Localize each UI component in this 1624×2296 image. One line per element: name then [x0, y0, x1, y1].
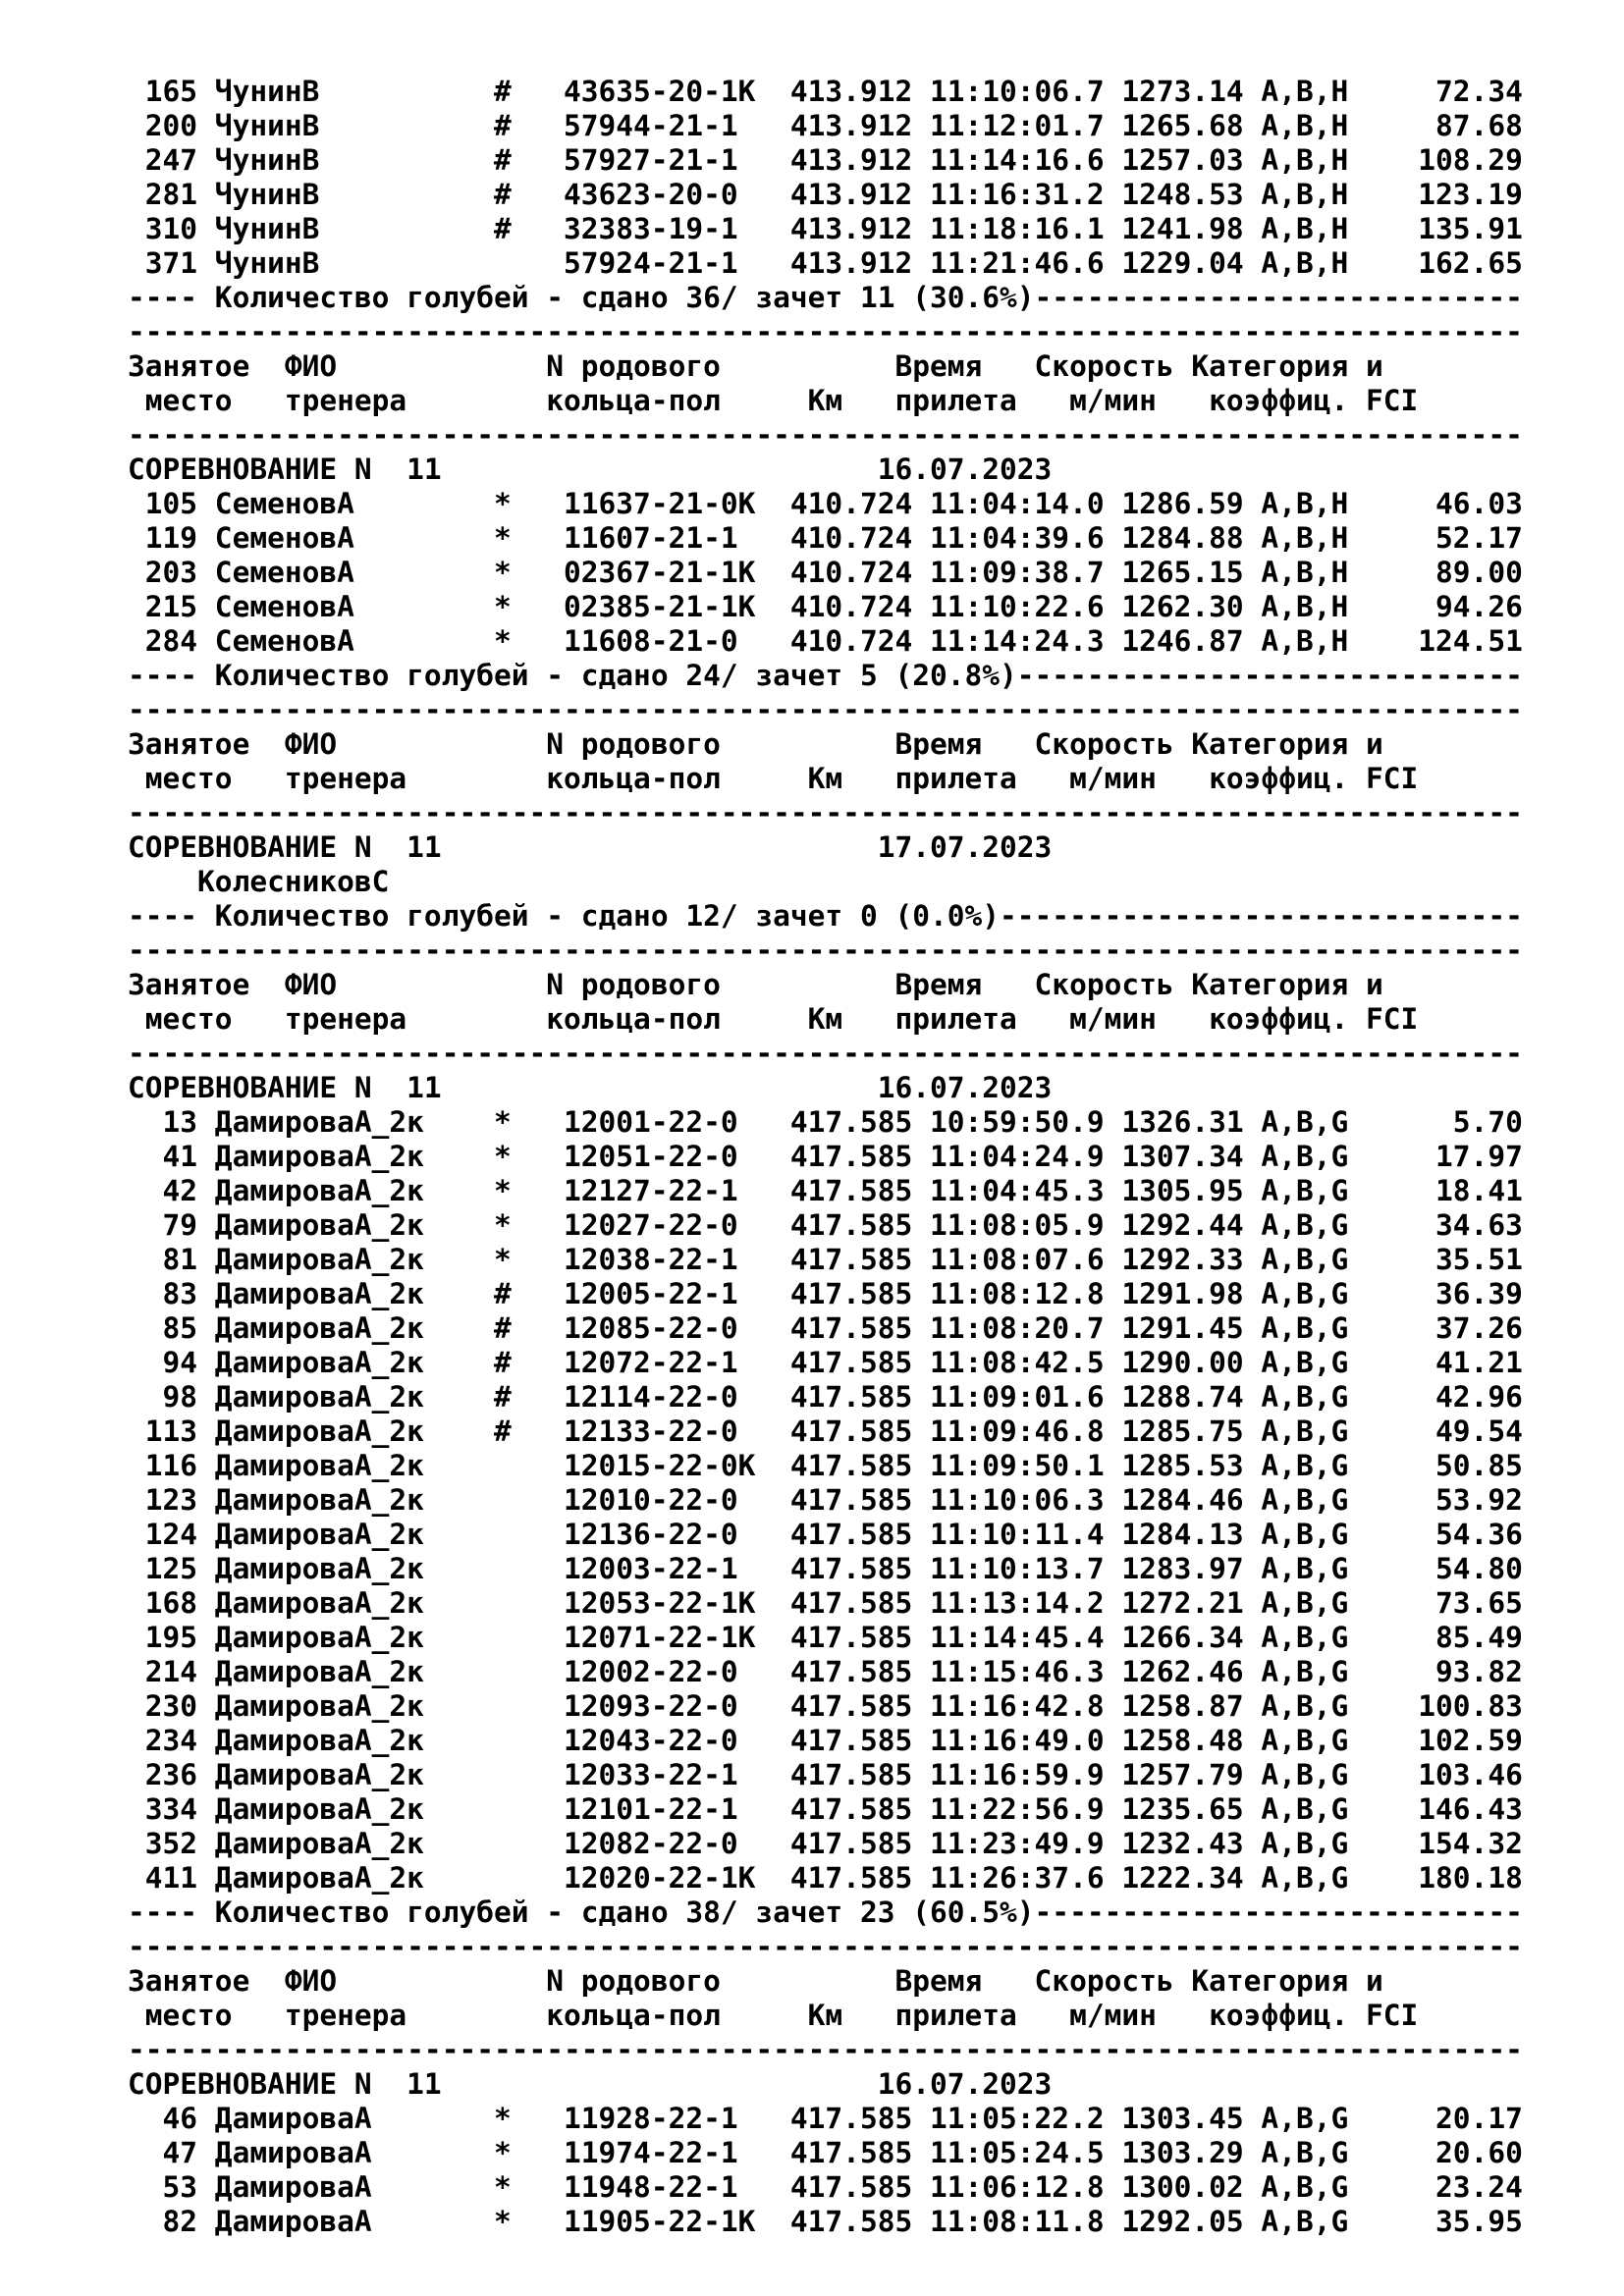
report-line: 234 ДамироваА_2к 12043-22-0 417.585 11:16:49.0 1258.48 A,B,G 102.59 — [128, 1724, 1523, 1757]
report-line: 281 ЧунинВ # 43623-20-0 413.912 11:16:31.2 1248.53 A,B,H 123.19 — [128, 178, 1523, 211]
report-line: 85 ДамироваА_2к # 12085-22-0 417.585 11:08:20.7 1291.45 A,B,G 37.26 — [128, 1311, 1523, 1345]
report-line: 82 ДамироваА * 11905-22-1К 417.585 11:08:11.8 1292.05 A,B,G 35.95 — [128, 2205, 1523, 2238]
report-line: -------------------------------------------------------------------------------- — [128, 934, 1523, 967]
results-report — [128, 75, 1600, 2239]
report-line: Занятое ФИО N родового Время Скорость Категория и — [128, 349, 1383, 383]
report-line: 79 ДамироваА_2к * 12027-22-0 417.585 11:08:05.9 1292.44 A,B,G 34.63 — [128, 1208, 1523, 1242]
report-line: 124 ДамироваА_2к 12136-22-0 417.585 11:10:11.4 1284.13 A,B,G 54.36 — [128, 1518, 1523, 1551]
report-line: 411 ДамироваА_2к 12020-22-1К 417.585 11:26:37.6 1222.34 A,B,G 180.18 — [128, 1861, 1523, 1895]
report-line: -------------------------------------------------------------------------------- — [128, 1930, 1523, 1963]
report-line: место тренера кольца-пол Км прилета м/мин коэффиц. FCI — [128, 1002, 1419, 1036]
report-line: -------------------------------------------------------------------------------- — [128, 315, 1523, 348]
report-line: Занятое ФИО N родового Время Скорость Категория и — [128, 1964, 1383, 1998]
report-line: 116 ДамироваА_2к 12015-22-0К 417.585 11:09:50.1 1285.53 A,B,G 50.85 — [128, 1449, 1523, 1482]
report-line: 113 ДамироваА_2к # 12133-22-0 417.585 11:09:46.8 1285.75 A,B,G 49.54 — [128, 1415, 1523, 1448]
report-line: 310 ЧунинВ # 32383-19-1 413.912 11:18:16.1 1241.98 A,B,H 135.91 — [128, 212, 1523, 245]
report-line: место тренера кольца-пол Км прилета м/мин коэффиц. FCI — [128, 384, 1419, 417]
report-line: 94 ДамироваА_2к # 12072-22-1 417.585 11:08:42.5 1290.00 A,B,G 41.21 — [128, 1346, 1523, 1379]
report-line: 334 ДамироваА_2к 12101-22-1 417.585 11:22:56.9 1235.65 A,B,G 146.43 — [128, 1792, 1523, 1826]
report-line: 215 СеменовА * 02385-21-1К 410.724 11:10:22.6 1262.30 A,B,H 94.26 — [128, 590, 1523, 623]
report-line: -------------------------------------------------------------------------------- — [128, 693, 1523, 726]
report-line: 13 ДамироваА_2к * 12001-22-0 417.585 10:59:50.9 1326.31 A,B,G 5.70 — [128, 1105, 1523, 1139]
report-line: 195 ДамироваА_2к 12071-22-1К 417.585 11:14:45.4 1266.34 A,B,G 85.49 — [128, 1621, 1523, 1654]
report-line: 41 ДамироваА_2к * 12051-22-0 417.585 11:04:24.9 1307.34 A,B,G 17.97 — [128, 1140, 1523, 1173]
report-line: 105 СеменовА * 11637-21-0К 410.724 11:04:14.0 1286.59 A,B,H 46.03 — [128, 487, 1523, 520]
report-line: -------------------------------------------------------------------------------- — [128, 418, 1523, 452]
report-line: Занятое ФИО N родового Время Скорость Категория и — [128, 968, 1383, 1001]
report-line: -------------------------------------------------------------------------------- — [128, 796, 1523, 829]
report-line: КолесниковС — [128, 865, 390, 898]
report-line: ---- Количество голубей - сдано 12/ зачет 0 (0.0%)------------------------------ — [128, 899, 1523, 933]
report-line: 168 ДамироваА_2к 12053-22-1К 417.585 11:13:14.2 1272.21 A,B,G 73.65 — [128, 1586, 1523, 1620]
report-line: 125 ДамироваА_2к 12003-22-1 417.585 11:10:13.7 1283.97 A,B,G 54.80 — [128, 1552, 1523, 1585]
report-line: 53 ДамироваА * 11948-22-1 417.585 11:06:12.8 1300.02 A,B,G 23.24 — [128, 2170, 1523, 2204]
report-line: место тренера кольца-пол Км прилета м/мин коэффиц. FCI — [128, 1999, 1419, 2032]
report-line: 371 ЧунинВ 57924-21-1 413.912 11:21:46.6 1229.04 A,B,H 162.65 — [128, 246, 1523, 280]
report-line: 203 СеменовА * 02367-21-1К 410.724 11:09:38.7 1265.15 A,B,H 89.00 — [128, 556, 1523, 589]
report-line: 46 ДамироваА * 11928-22-1 417.585 11:05:22.2 1303.45 A,B,G 20.17 — [128, 2102, 1523, 2135]
report-line: 47 ДамироваА * 11974-22-1 417.585 11:05:24.5 1303.29 A,B,G 20.60 — [128, 2136, 1523, 2169]
report-line: СОРЕВНОВАНИЕ N 11 16.07.2023 — [128, 1071, 1053, 1104]
report-line: место тренера кольца-пол Км прилета м/мин коэффиц. FCI — [128, 762, 1419, 795]
report-line: 81 ДамироваА_2к * 12038-22-1 417.585 11:08:07.6 1292.33 A,B,G 35.51 — [128, 1243, 1523, 1276]
report-line: ---- Количество голубей - сдано 38/ зачет 23 (60.5%)---------------------------- — [128, 1896, 1523, 1929]
report-line: 284 СеменовА * 11608-21-0 410.724 11:14:24.3 1246.87 A,B,H 124.51 — [128, 624, 1523, 658]
report-line: СОРЕВНОВАНИЕ N 11 17.07.2023 — [128, 830, 1053, 864]
report-line: 214 ДамироваА_2к 12002-22-0 417.585 11:15:46.3 1262.46 A,B,G 93.82 — [128, 1655, 1523, 1688]
report-line: 247 ЧунинВ # 57927-21-1 413.912 11:14:16.6 1257.03 A,B,H 108.29 — [128, 143, 1523, 177]
report-line: -------------------------------------------------------------------------------- — [128, 1037, 1523, 1070]
report-line: Занятое ФИО N родового Время Скорость Категория и — [128, 727, 1383, 761]
report-line: 42 ДамироваА_2к * 12127-22-1 417.585 11:04:45.3 1305.95 A,B,G 18.41 — [128, 1174, 1523, 1207]
report-line: 352 ДамироваА_2к 12082-22-0 417.585 11:23:49.9 1232.43 A,B,G 154.32 — [128, 1827, 1523, 1860]
report-line: ---- Количество голубей - сдано 36/ зачет 11 (30.6%)---------------------------- — [128, 281, 1523, 314]
report-line: 165 ЧунинВ # 43635-20-1К 413.912 11:10:06.7 1273.14 A,B,H 72.34 — [128, 75, 1523, 108]
report-line: СОРЕВНОВАНИЕ N 11 16.07.2023 — [128, 2067, 1053, 2101]
report-line: 123 ДамироваА_2к 12010-22-0 417.585 11:10:06.3 1284.46 A,B,G 53.92 — [128, 1483, 1523, 1517]
report-line: СОРЕВНОВАНИЕ N 11 16.07.2023 — [128, 453, 1053, 486]
report-line: 98 ДамироваА_2к # 12114-22-0 417.585 11:09:01.6 1288.74 A,B,G 42.96 — [128, 1380, 1523, 1414]
report-line: -------------------------------------------------------------------------------- — [128, 2033, 1523, 2066]
report-line: 83 ДамироваА_2к # 12005-22-1 417.585 11:08:12.8 1291.98 A,B,G 36.39 — [128, 1277, 1523, 1310]
report-line: ---- Количество голубей - сдано 24/ зачет 5 (20.8%)----------------------------- — [128, 659, 1523, 692]
report-line: 236 ДамироваА_2к 12033-22-1 417.585 11:16:59.9 1257.79 A,B,G 103.46 — [128, 1758, 1523, 1791]
report-line: 230 ДамироваА_2к 12093-22-0 417.585 11:16:42.8 1258.87 A,B,G 100.83 — [128, 1689, 1523, 1723]
report-line: 200 ЧунинВ # 57944-21-1 413.912 11:12:01.7 1265.68 A,B,H 87.68 — [128, 109, 1523, 142]
report-line: 119 СеменовА * 11607-21-1 410.724 11:04:39.6 1284.88 A,B,H 52.17 — [128, 521, 1523, 555]
